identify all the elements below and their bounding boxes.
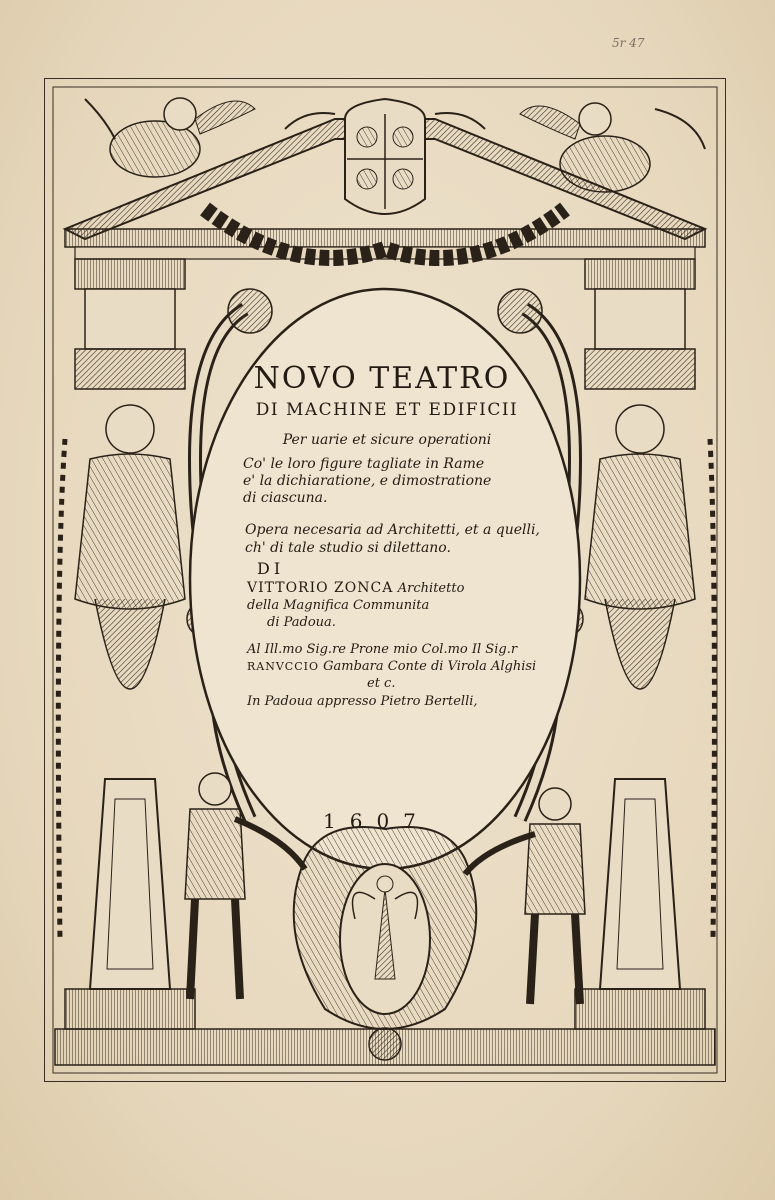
author-line-3: di Padoua. xyxy=(267,615,336,630)
operations-line: Per uarie et sicure operationi xyxy=(282,432,492,448)
coat-of-arms xyxy=(285,99,485,214)
title-block xyxy=(217,361,557,709)
author-block xyxy=(217,580,557,631)
figures-description xyxy=(217,456,557,507)
figures-line-1: Co' le loro figure tagliate in Rame xyxy=(243,456,485,472)
author-name: VITTORIO ZONCA xyxy=(247,580,394,596)
opera-description xyxy=(217,521,557,557)
opera-line-2: ch' di tale studio si dilettano. xyxy=(245,540,451,556)
engraved-plate xyxy=(44,78,726,1082)
dedication-line-1: Al Ill.mo Sig.re Prone mio Col.mo Il Sig.r xyxy=(247,642,518,657)
by-line: DI xyxy=(257,559,285,578)
author-role: Architetto xyxy=(397,581,465,596)
dedication-line-2: Gambara Conte di Virola Alghisi xyxy=(323,659,537,674)
dedication-block xyxy=(217,641,557,692)
publication-year: 1607 xyxy=(323,809,430,833)
book-title: NOVO TEATRO xyxy=(253,361,511,396)
opera-line-1: Opera necesaria ad Architetti, et a quelli, xyxy=(245,522,540,538)
figures-line-2: e' la dichiaratione, e dimostratione xyxy=(243,473,492,489)
dedicatee-name: RANVCCIO xyxy=(247,660,319,673)
manuscript-note: 5r 47 xyxy=(612,36,645,50)
book-subtitle: DI MACHINE ET EDIFICII xyxy=(255,400,519,420)
author-line-2: della Magnifica Communita xyxy=(247,598,430,613)
imprint: In Padoua appresso Pietro Bertelli, xyxy=(247,694,478,709)
plate-base xyxy=(55,1029,715,1065)
bottom-medallion xyxy=(294,827,477,1060)
dedication-line-3: et c. xyxy=(367,676,396,691)
figures-line-3: di ciascuna. xyxy=(243,490,328,506)
